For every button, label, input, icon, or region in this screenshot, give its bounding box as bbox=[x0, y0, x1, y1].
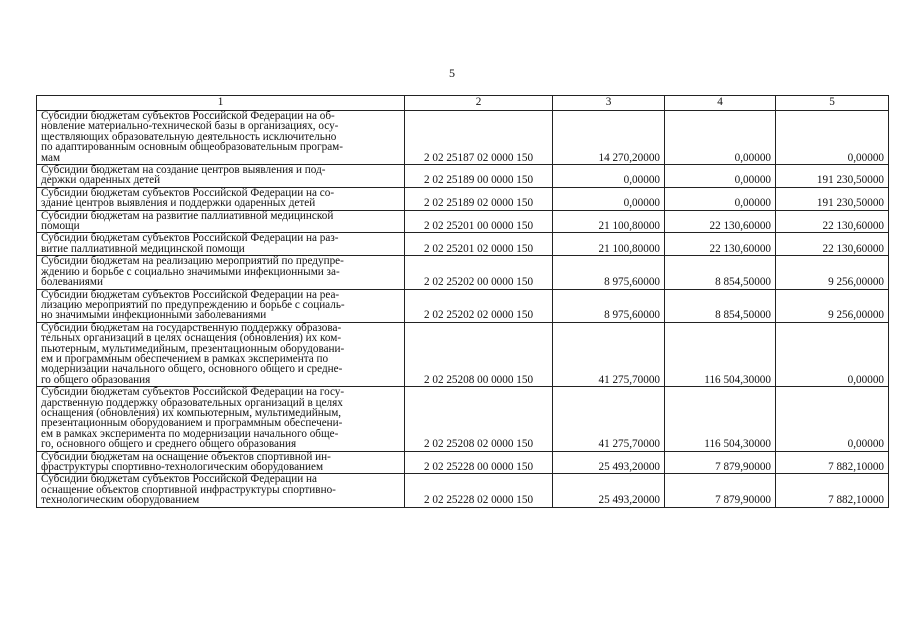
amount-col-5-cell: 9 256,00000 bbox=[776, 289, 889, 322]
description-line: ждению и борьбе с социально значимыми инфекционными за- bbox=[41, 265, 340, 278]
table-row bbox=[37, 233, 889, 256]
budget-code-cell: 2 02 25187 02 0000 150 bbox=[405, 111, 553, 165]
amount-col-5-cell: 191 230,50000 bbox=[776, 187, 889, 210]
description-line: презентационным оборудованием и программным обеспечени- bbox=[41, 417, 343, 430]
description-line: Субсидии бюджетам субъектов Российской Федерации на раз- bbox=[41, 232, 339, 245]
table-row bbox=[37, 210, 889, 233]
amount-col-5-cell: 9 256,00000 bbox=[776, 256, 889, 289]
table-row bbox=[37, 165, 889, 188]
amount-col-3-cell: 8 975,60000 bbox=[553, 289, 665, 322]
row-description bbox=[37, 187, 405, 210]
row-description bbox=[37, 387, 405, 451]
amount-col-5-cell: 0,00000 bbox=[776, 322, 889, 386]
description-line: ществляющих образовательную деятельность исключительно bbox=[41, 130, 337, 143]
table-body bbox=[37, 111, 889, 508]
amount-col-5-cell: 7 882,10000 bbox=[776, 474, 889, 507]
table-row bbox=[37, 474, 889, 507]
description-line: Субсидии бюджетам на создание центров выявления и под- bbox=[41, 164, 326, 177]
amount-col-4-cell: 0,00000 bbox=[665, 165, 776, 188]
amount-col-5-cell: 22 130,60000 bbox=[776, 210, 889, 233]
description-line: ем в рамках эксперимента по модернизации начального обще- bbox=[41, 427, 339, 440]
table-row bbox=[37, 387, 889, 451]
budget-code-cell: 2 02 25228 00 0000 150 bbox=[405, 451, 553, 474]
amount-col-4-cell: 7 879,90000 bbox=[665, 451, 776, 474]
budget-code-cell: 2 02 25208 00 0000 150 bbox=[405, 322, 553, 386]
description-line: фраструктуры спортивно-технологическим оборудованием bbox=[41, 461, 324, 473]
row-description bbox=[37, 233, 405, 256]
amount-col-3-cell: 14 270,20000 bbox=[553, 111, 665, 165]
description-line: технологическим оборудованием bbox=[41, 494, 200, 507]
description-line: модернизации начального общего, основного общего и средне- bbox=[41, 363, 343, 376]
amount-col-5-cell: 0,00000 bbox=[776, 387, 889, 451]
description-line: Субсидии бюджетам субъектов Российской Федерации на bbox=[41, 473, 317, 486]
row-description bbox=[37, 256, 405, 289]
table-row bbox=[37, 322, 889, 386]
table-header-row bbox=[37, 96, 889, 111]
description-line: новление материально-технической базы в организациях, осу- bbox=[41, 120, 339, 133]
header-col-5: 5 bbox=[776, 96, 889, 111]
description-line: Субсидии бюджетам субъектов Российской Федерации на реа- bbox=[41, 288, 340, 301]
budget-table bbox=[36, 95, 889, 508]
amount-col-4-cell: 22 130,60000 bbox=[665, 210, 776, 233]
header-col-4: 4 bbox=[665, 96, 776, 111]
amount-col-4-cell: 8 854,50000 bbox=[665, 289, 776, 322]
amount-col-4-cell: 8 854,50000 bbox=[665, 256, 776, 289]
row-description bbox=[37, 289, 405, 322]
budget-code-cell: 2 02 25208 02 0000 150 bbox=[405, 387, 553, 451]
table-row bbox=[37, 451, 889, 474]
header-col-3: 3 bbox=[553, 96, 665, 111]
table-row bbox=[37, 256, 889, 289]
amount-col-5-cell: 0,00000 bbox=[776, 111, 889, 165]
amount-col-4-cell: 116 504,30000 bbox=[665, 387, 776, 451]
budget-code-cell: 2 02 25201 00 0000 150 bbox=[405, 210, 553, 233]
description-line: болеваниями bbox=[41, 276, 103, 289]
description-line: оснащения (обновления) их компьютерным, мультимедийным, bbox=[41, 406, 342, 419]
description-line: по адаптированным основным общеобразовательным програм- bbox=[41, 141, 343, 154]
amount-col-3-cell: 21 100,80000 bbox=[553, 210, 665, 233]
row-description bbox=[37, 474, 405, 507]
description-line: дарственную поддержку образовательных организаций в целях bbox=[41, 396, 343, 409]
amount-col-3-cell: 8 975,60000 bbox=[553, 256, 665, 289]
row-description bbox=[37, 322, 405, 386]
description-line: ем и программным обеспечением в рамках эксперимента по bbox=[41, 352, 329, 365]
budget-code-cell: 2 02 25201 02 0000 150 bbox=[405, 233, 553, 256]
amount-col-3-cell: 25 493,20000 bbox=[553, 451, 665, 474]
amount-col-4-cell: 0,00000 bbox=[665, 111, 776, 165]
budget-code-cell: 2 02 25228 02 0000 150 bbox=[405, 474, 553, 507]
amount-col-4-cell: 22 130,60000 bbox=[665, 233, 776, 256]
table-row bbox=[37, 187, 889, 210]
amount-col-3-cell: 41 275,70000 bbox=[553, 322, 665, 386]
description-line: помощи bbox=[41, 220, 80, 233]
budget-code-cell: 2 02 25189 02 0000 150 bbox=[405, 187, 553, 210]
row-description bbox=[37, 165, 405, 188]
description-line: тельных организаций в целях оснащения (обновления) их ком- bbox=[41, 332, 342, 345]
description-line: здание центров выявления и поддержки одаренных детей bbox=[41, 197, 316, 210]
amount-col-4-cell: 116 504,30000 bbox=[665, 322, 776, 386]
row-description bbox=[37, 451, 405, 474]
description-line: держки одаренных детей bbox=[41, 174, 161, 187]
description-line: пьютерным, мультимедийным, презентационным оборудовани- bbox=[41, 342, 345, 355]
row-description bbox=[37, 111, 405, 165]
amount-col-3-cell: 0,00000 bbox=[553, 187, 665, 210]
description-line: го, основного общего и среднего общего образования bbox=[41, 438, 297, 451]
table-row bbox=[37, 289, 889, 322]
description-line: Субсидии бюджетам на развитие паллиативной медицинской bbox=[41, 209, 334, 222]
amount-col-3-cell: 41 275,70000 bbox=[553, 387, 665, 451]
amount-col-5-cell: 7 882,10000 bbox=[776, 451, 889, 474]
description-line: витие паллиативной медицинской помощи bbox=[41, 242, 245, 255]
amount-col-3-cell: 21 100,80000 bbox=[553, 233, 665, 256]
budget-code-cell: 2 02 25202 00 0000 150 bbox=[405, 256, 553, 289]
description-line: Субсидии бюджетам на оснащение объектов спортивной ин- bbox=[41, 450, 331, 463]
amount-col-3-cell: 0,00000 bbox=[553, 165, 665, 188]
description-line: мам bbox=[41, 151, 61, 164]
header-col-1: 1 bbox=[37, 96, 405, 111]
row-description bbox=[37, 210, 405, 233]
page-number: 5 bbox=[449, 66, 455, 80]
description-line: Субсидии бюджетам субъектов Российской Федерации на госу- bbox=[41, 386, 345, 399]
budget-code-cell: 2 02 25189 00 0000 150 bbox=[405, 165, 553, 188]
header-col-2: 2 bbox=[405, 96, 553, 111]
description-line: Субсидии бюджетам на государственную поддержку образова- bbox=[41, 321, 342, 334]
description-line: Субсидии бюджетам субъектов Российской Федерации на об- bbox=[41, 110, 335, 122]
amount-col-5-cell: 191 230,50000 bbox=[776, 165, 889, 188]
description-line: Субсидии бюджетам на реализацию мероприятий по предупре- bbox=[41, 255, 344, 268]
description-line: оснащение объектов спортивной инфраструктуры спортивно- bbox=[41, 483, 336, 496]
description-line: го общего образования bbox=[41, 373, 151, 386]
amount-col-3-cell: 25 493,20000 bbox=[553, 474, 665, 507]
amount-col-5-cell: 22 130,60000 bbox=[776, 233, 889, 256]
description-line: но значимыми инфекционными заболеваниями bbox=[41, 309, 267, 322]
amount-col-4-cell: 0,00000 bbox=[665, 187, 776, 210]
description-line: лизацию мероприятий по предупреждению и борьбе с социаль- bbox=[41, 298, 345, 311]
table-row bbox=[37, 111, 889, 165]
description-line: Субсидии бюджетам субъектов Российской Федерации на со- bbox=[41, 186, 335, 199]
amount-col-4-cell: 7 879,90000 bbox=[665, 474, 776, 507]
budget-code-cell: 2 02 25202 02 0000 150 bbox=[405, 289, 553, 322]
